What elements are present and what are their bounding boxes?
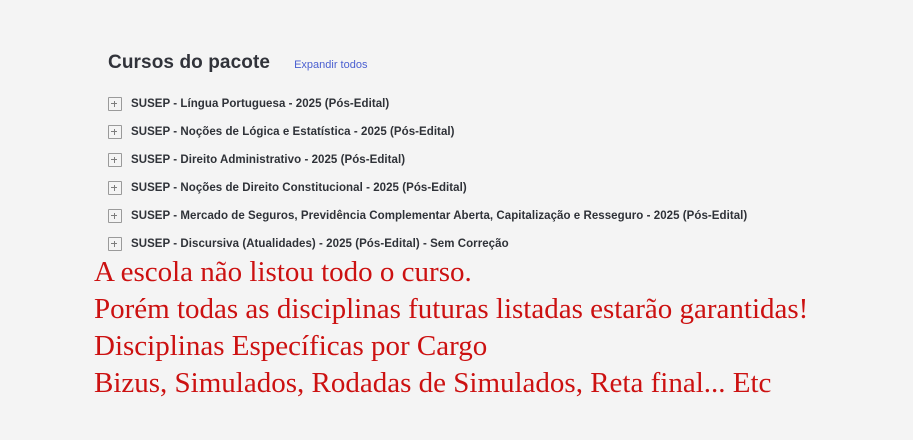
annotation-line: Bizus, Simulados, Rodadas de Simulados, Reta final... Etc [94,367,772,399]
course-title: SUSEP - Língua Portuguesa - 2025 (Pós-Edital) [131,98,390,110]
course-title: SUSEP - Direito Administrativo - 2025 (Pós-Edital) [131,154,406,166]
list-item[interactable] [108,202,868,230]
course-title: SUSEP - Discursiva (Atualidades) - 2025 (Pós-Edital) - Sem Correção [131,238,509,250]
list-item[interactable] [108,90,868,118]
package-header [108,52,868,74]
annotation-overlay [94,254,904,402]
list-item[interactable] [108,174,868,202]
page-title: Cursos do pacote [108,52,271,73]
list-item[interactable] [108,146,868,174]
expand-plus-icon[interactable] [108,97,122,111]
annotation-line: Disciplinas Específicas por Cargo [94,330,488,362]
course-title: SUSEP - Noções de Lógica e Estatística - 2025 (Pós-Edital) [131,126,455,138]
annotation-line: Porém todas as disciplinas futuras listadas estarão garantidas! [94,293,809,325]
list-item[interactable] [108,118,868,146]
expand-plus-icon[interactable] [108,153,122,167]
expand-all-link[interactable]: Expandir todos [294,59,368,71]
expand-plus-icon[interactable] [108,209,122,223]
expand-plus-icon[interactable] [108,125,122,139]
annotation-line: A escola não listou todo o curso. [94,256,472,288]
expand-plus-icon[interactable] [108,181,122,195]
course-title: SUSEP - Mercado de Seguros, Previdência Complementar Aberta, Capitalização e Resseguro - 2025 (Pós-Edital) [131,210,748,222]
course-list [108,90,868,258]
expand-plus-icon[interactable] [108,237,122,251]
course-title: SUSEP - Noções de Direito Constitucional - 2025 (Pós-Edital) [131,182,467,194]
course-package-block [108,52,868,258]
